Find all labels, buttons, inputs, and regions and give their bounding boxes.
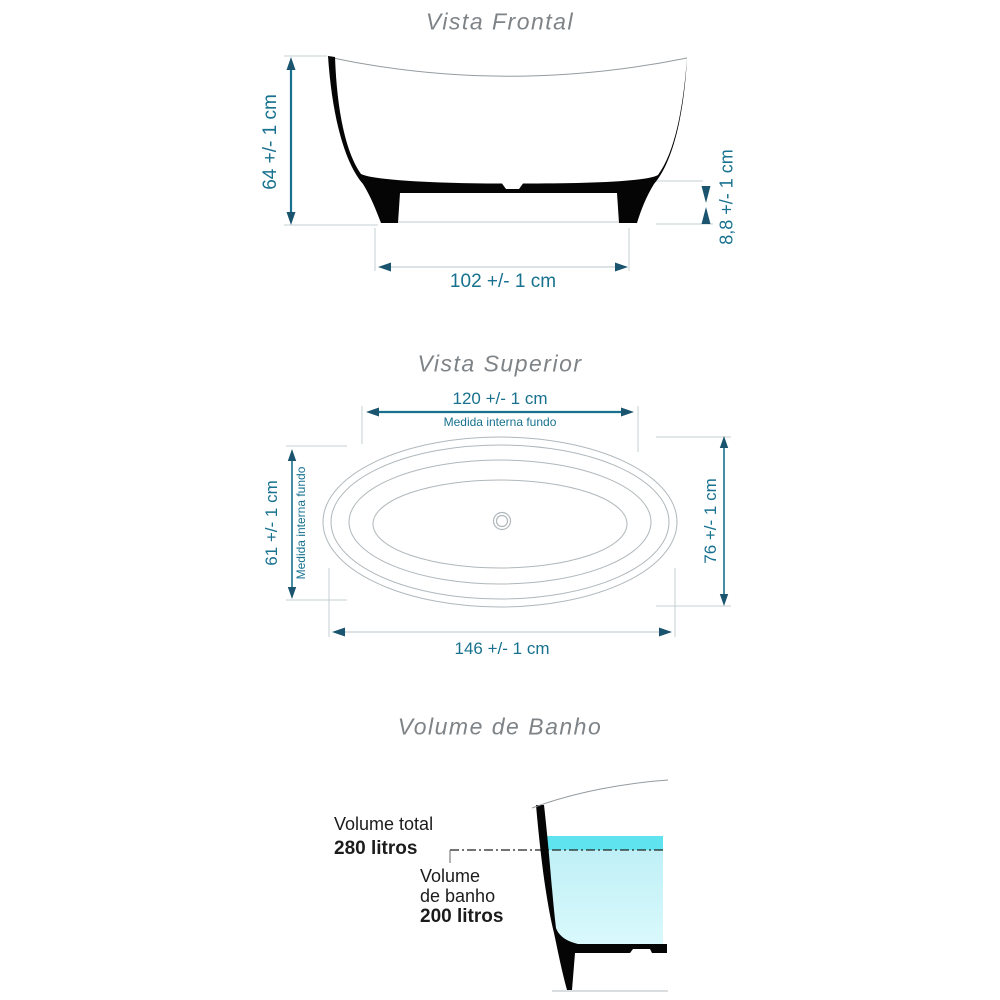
top-inner-width-dim: 61 +/- 1 cm bbox=[262, 480, 281, 566]
tub-top-ellipses bbox=[323, 437, 677, 607]
front-base-height-dim: 8,8 +/- 1 cm bbox=[716, 149, 737, 245]
water-surface-band bbox=[544, 836, 663, 850]
top-outer-length-dim: 146 +/- 1 cm bbox=[454, 639, 550, 658]
section-far-rim-line bbox=[532, 780, 668, 808]
bath-volume-label-line1: Volume bbox=[420, 866, 481, 886]
bath-volume-value: 200 litros bbox=[420, 906, 504, 927]
top-inner-length-note: Medida interna fundo bbox=[443, 415, 557, 429]
volume-total-value: 280 litros bbox=[334, 838, 418, 859]
drain-icon bbox=[494, 513, 511, 530]
front-view-drawing bbox=[284, 56, 713, 272]
front-base-width-dim: 102 +/- 1 cm bbox=[449, 271, 557, 292]
top-view-title: Vista Superior bbox=[417, 350, 583, 377]
tub-far-rim-line bbox=[328, 57, 687, 76]
tub-base-plinth bbox=[396, 192, 622, 222]
top-view-drawing bbox=[286, 406, 731, 637]
volume-view-title: Volume de Banho bbox=[397, 713, 603, 740]
top-inner-length-dim: 120 +/- 1 cm bbox=[452, 389, 548, 408]
volume-total-label: Volume total bbox=[334, 814, 434, 834]
front-view-title: Vista Frontal bbox=[425, 8, 575, 35]
water-body bbox=[544, 850, 663, 944]
bath-volume-label-line2: de banho bbox=[420, 886, 496, 906]
top-outer-width-dim: 76 +/- 1 cm bbox=[701, 478, 720, 564]
front-height-dim: 64 +/- 1 cm bbox=[260, 94, 281, 190]
top-inner-width-note: Medida interna fundo bbox=[294, 466, 308, 580]
